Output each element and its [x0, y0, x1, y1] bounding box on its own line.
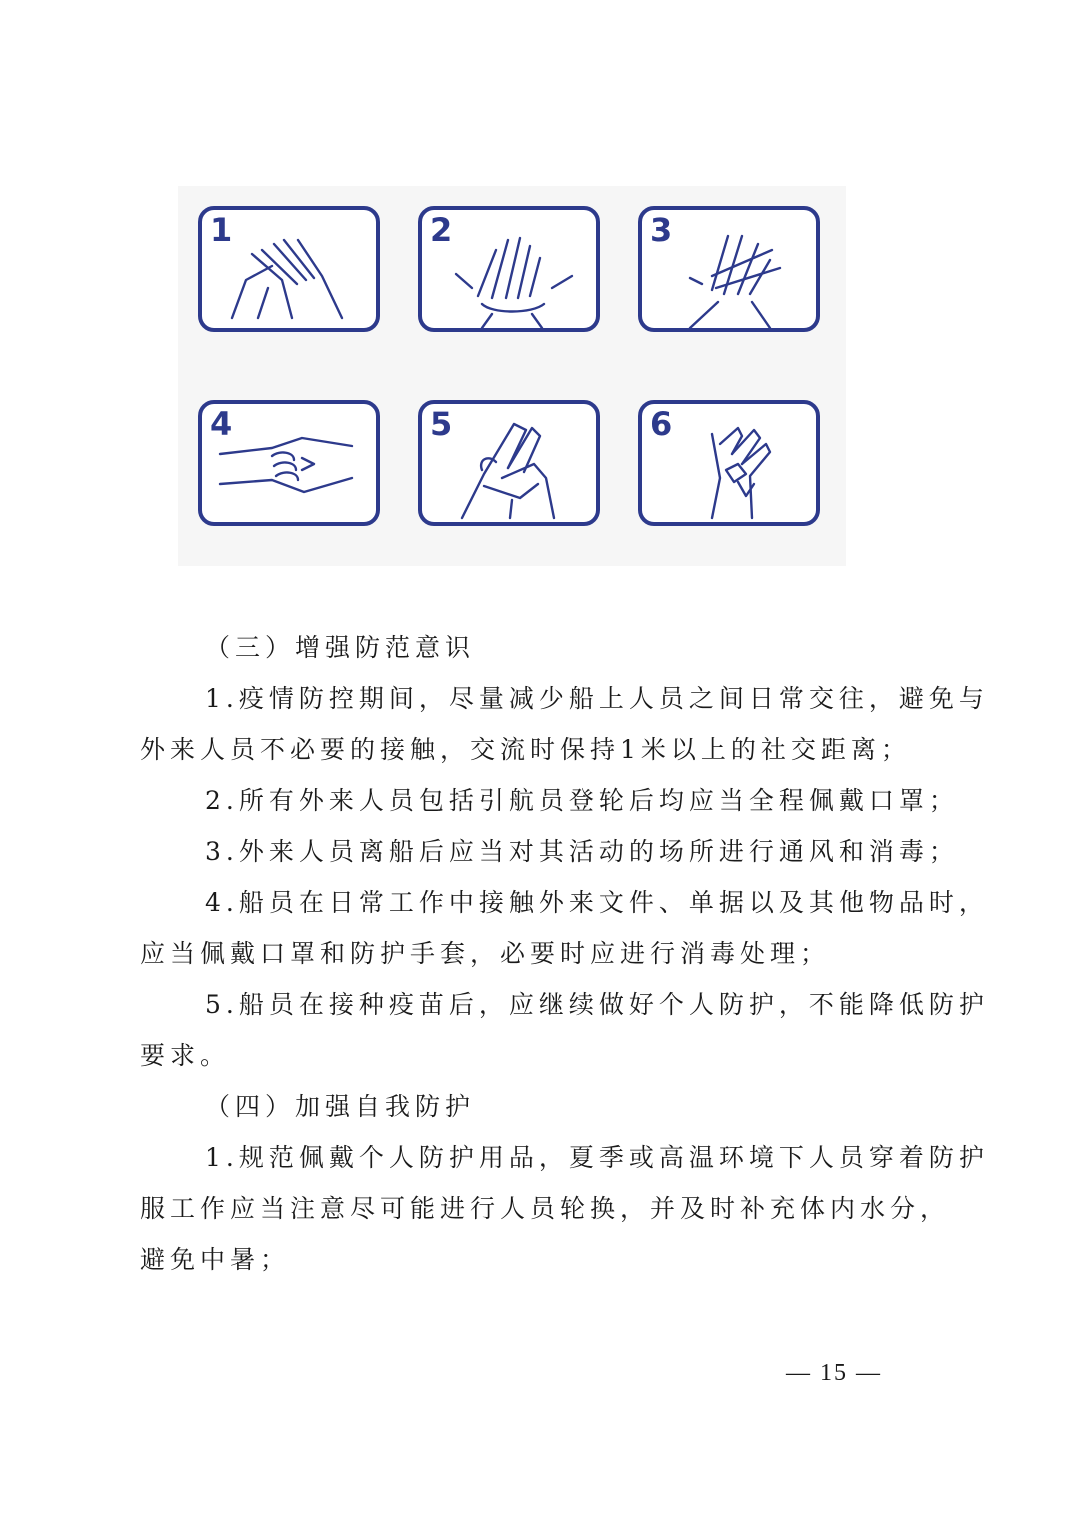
section-3-item-1-line-2: 外来人员不必要的接触，交流时保持1米以上的社交距离；: [140, 735, 911, 764]
section-4-item-1-line-1: 1.规范佩戴个人防护用品，夏季或高温环境下人员穿着防护: [205, 1143, 989, 1172]
section-4-item-1-line-2: 服工作应当注意尽可能进行人员轮换，并及时补充体内水分，: [140, 1194, 951, 1223]
page-number: — 15 —: [786, 1360, 882, 1386]
section-3-item-1-line-1: 1.疫情防控期间，尽量减少船上人员之间日常交往，避免与: [205, 684, 989, 713]
handwash-step-2-panel: [418, 206, 600, 332]
step-number: 1: [210, 211, 233, 249]
fingertips-in-palm-rub-icon: [642, 404, 816, 522]
handwash-step-5-panel: [418, 400, 600, 526]
document-body: [140, 622, 989, 1285]
section-3-item-5-line-2: 要求。: [140, 1041, 231, 1070]
section-4-heading: （四）加强自我防护: [205, 1092, 476, 1121]
handwash-step-6-panel: [638, 400, 820, 526]
section-3-heading: （三）增强防范意识: [205, 633, 476, 662]
back-of-hand-rub-icon: [422, 210, 596, 328]
handwash-step-4-panel: [198, 400, 380, 526]
step-number: 6: [650, 405, 673, 443]
section-3-item-4-line-1: 4.船员在日常工作中接触外来文件、单据以及其他物品时，: [205, 888, 989, 917]
section-3-item-2: 2.所有外来人员包括引航员登轮后均应当全程佩戴口罩；: [205, 786, 959, 815]
section-4-item-1-line-3: 避免中暑；: [140, 1245, 291, 1274]
step-number: 3: [650, 211, 673, 249]
interlaced-fingers-rub-icon: [642, 210, 816, 328]
handwashing-steps-figure: [178, 186, 846, 566]
section-3-item-4-line-2: 应当佩戴口罩和防护手套，必要时应进行消毒处理；: [140, 939, 831, 968]
step-number: 2: [430, 211, 453, 249]
step-number: 4: [210, 405, 233, 443]
handwash-step-1-panel: [198, 206, 380, 332]
section-3-item-5-line-1: 5.船员在接种疫苗后，应继续做好个人防护，不能降低防护: [205, 990, 989, 1019]
thumb-rotation-rub-icon: [422, 404, 596, 522]
backs-of-fingers-rub-icon: [202, 404, 376, 522]
handwash-step-3-panel: [638, 206, 820, 332]
step-number: 5: [430, 405, 453, 443]
palm-to-palm-rub-icon: [202, 210, 376, 328]
section-3-item-3: 3.外来人员离船后应当对其活动的场所进行通风和消毒；: [205, 837, 959, 866]
